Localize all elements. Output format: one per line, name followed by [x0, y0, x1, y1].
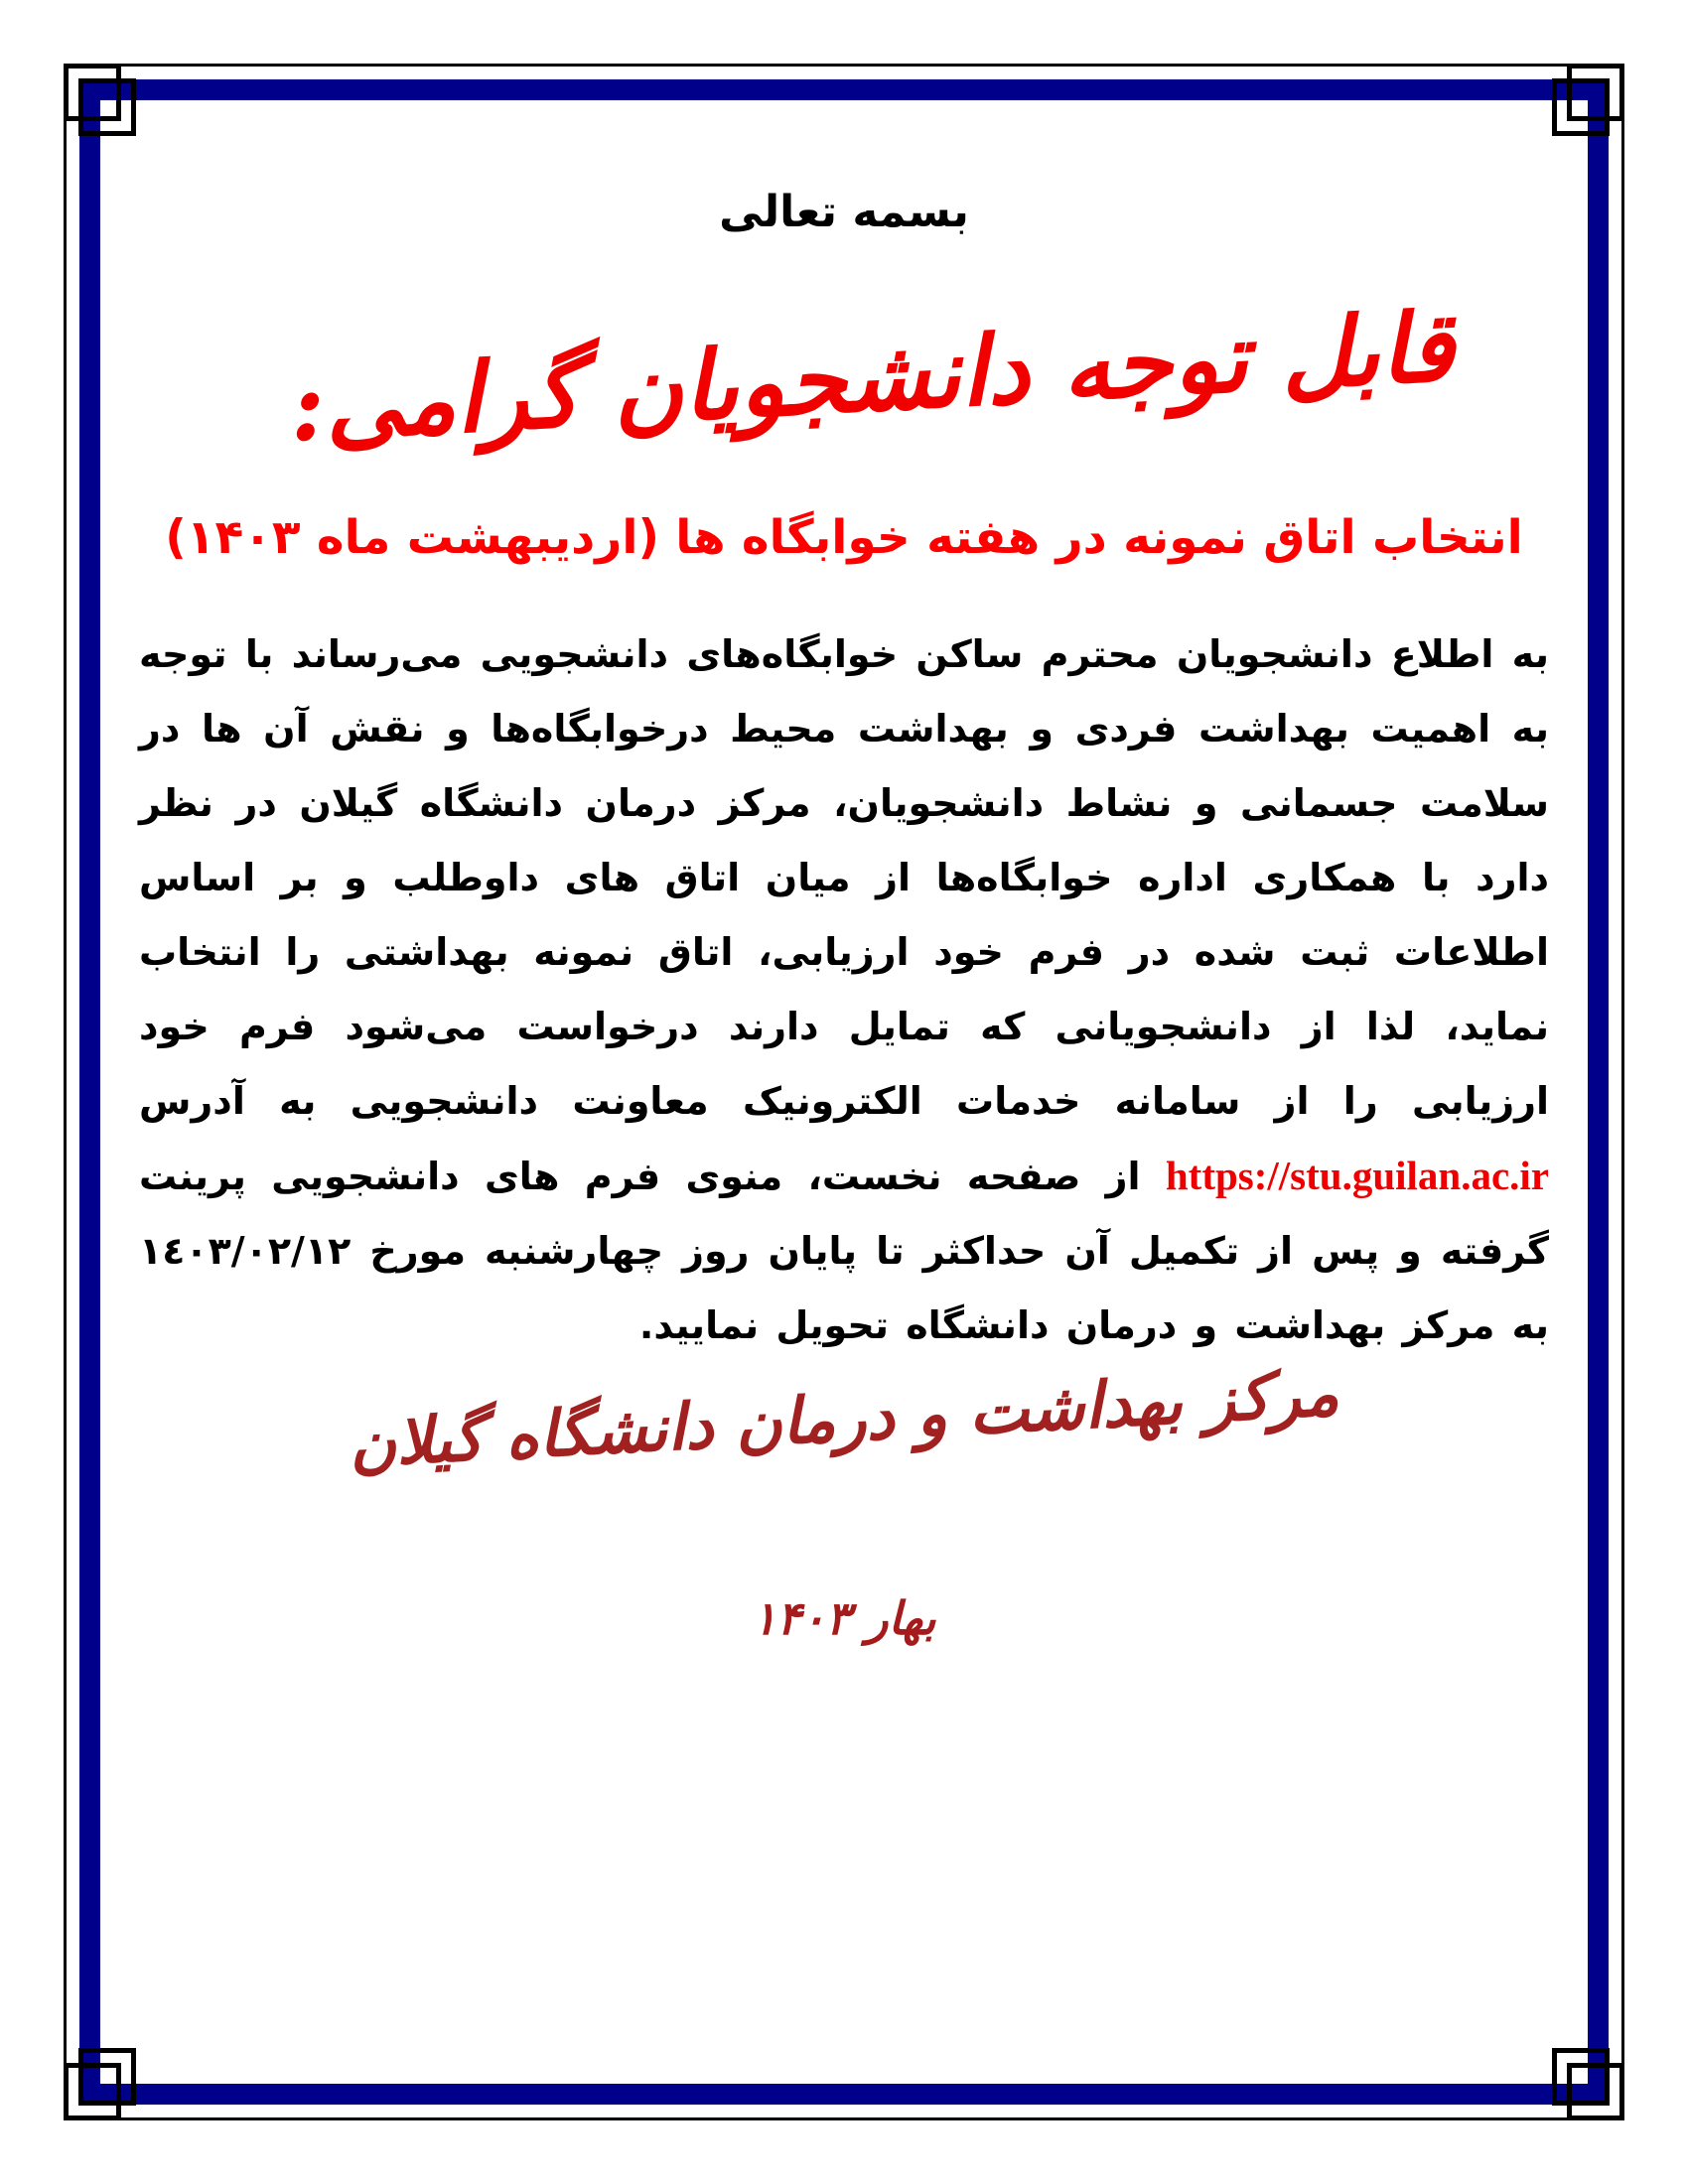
corner-ornament-top-left — [64, 64, 135, 135]
corner-square-outer — [64, 64, 121, 121]
corner-ornament-top-right — [1553, 64, 1624, 135]
corner-ornament-bottom-left — [64, 2049, 135, 2120]
bismillah-header: بسمه تعالی — [719, 187, 969, 237]
body-text-part2: از صفحه نخست، منوی فرم های دانشجویی پرینت گرفته و پس از تکمیل آن حداکثر تا پایان روز چهارشنبه مورخ ١٤٠٣/٠٢/١٢ به مرکز بهداشت و درمان دانشگاه تحویل نمایید. — [139, 1155, 1549, 1347]
salutation-calligraphy: قابل توجه دانشجویان گرامی: — [286, 290, 1458, 464]
corner-square-outer — [1567, 2063, 1624, 2120]
announcement-body — [139, 617, 1549, 1363]
season-date: بهار ۱۴۰۳ — [752, 1591, 936, 1645]
body-text-part1: به اطلاع دانشجویان محترم ساکن خوابگاه‌های دانشجویی می‌رساند با توجه به اهمیت بهداشت فردی و بهداشت محیط درخوابگاه‌ها و نقش آن ها در سلامت جسمانی و نشاط دانشجویان، مرکز درمان دانشگاه گیلان در نظر دارد با همکاری اداره خوابگاه‌ها از میان اتاق های داوطلب و بر اساس اطلاعات ثبت شده در فرم خود ارزیابی، اتاق نمونه بهداشتی را انتخاب نماید، لذا از دانشجویانی که تمایل دارند درخواست می‌شود فرم خود ارزیابی را از سامانه خدمات الکترونیک معاونت دانشجویی به آدرس — [139, 632, 1549, 1123]
portal-url-link[interactable]: https://stu.guilan.ac.ir — [1165, 1153, 1549, 1198]
signature-calligraphy: مرکز بهداشت و درمان دانشگاه گیلان — [347, 1355, 1341, 1483]
corner-square-outer — [1567, 64, 1624, 121]
corner-square-outer — [64, 2063, 121, 2120]
announcement-title: انتخاب اتاق نمونه در هفته خوابگاه ها (اردیبهشت ماه ۱۴۰۳) — [165, 510, 1523, 565]
corner-ornament-bottom-right — [1553, 2049, 1624, 2120]
